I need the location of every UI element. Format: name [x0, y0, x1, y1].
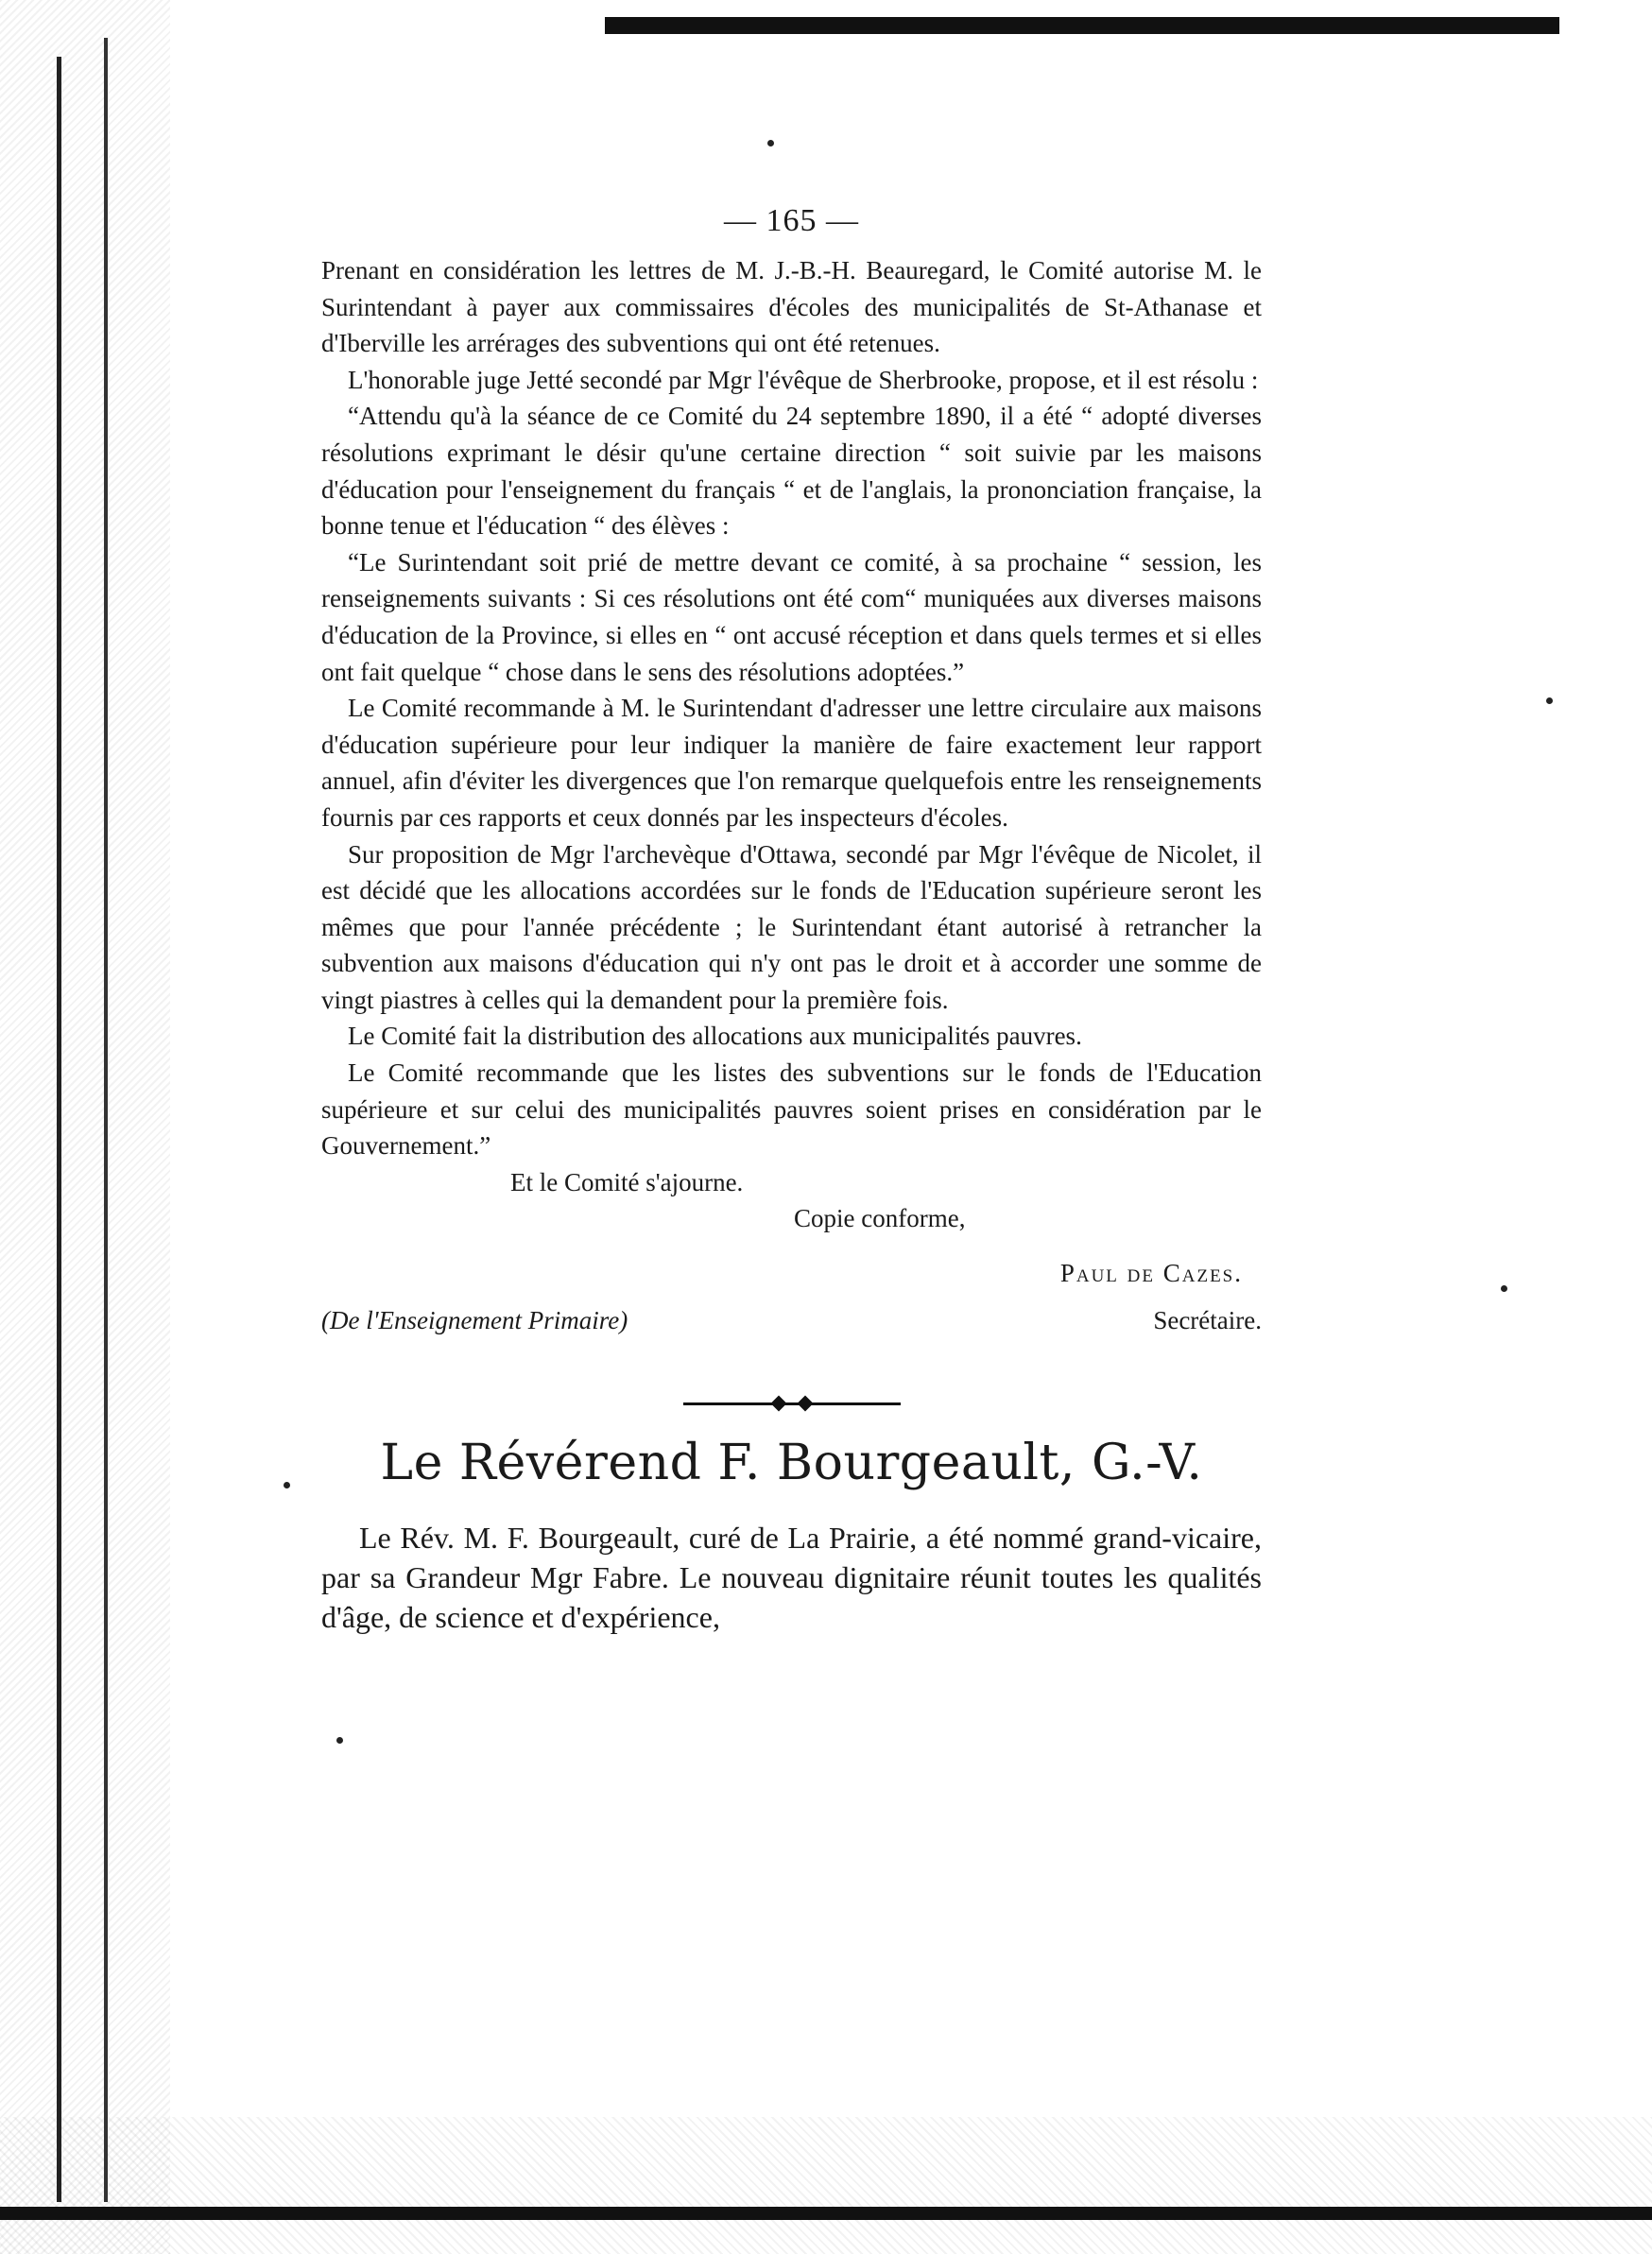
resolution-quote: “Le Surintendant soit prié de mettre devant ce comité, à sa prochaine “ session, les renseignements suivants : Si ces résolutions ont été com“ muniquées aux diverses maisons d'éducation de la Province, si elles en “ ont accusé réception et dans quels termes et si elles ont fait quelque “ chose dans le sens des résolutions adoptées.” — [321, 547, 1262, 686]
scan-top-border — [605, 17, 1559, 34]
scan-bottom-border — [0, 2207, 1652, 2220]
minutes-closing — [321, 1164, 1262, 1384]
minutes-paragraph: Prenant en considération les lettres de M. J.-B.-H. Beauregard, le Comité autorise M. le Surintendant à payer aux commissaires d'écoles des municipalités de St-Athanase et d'Iberville les arrérages des subventions qui ont été retenues. — [321, 256, 1262, 358]
scan-left-border — [57, 57, 61, 2202]
minutes-paragraph: L'honorable juge Jetté secondé par Mgr l'évêque de Sherbrooke, propose, et il est résolu : — [348, 365, 1259, 394]
scan-noise-left — [0, 0, 170, 2254]
page-content — [321, 203, 1262, 1637]
signatory-role: Secrétaire. — [1153, 1305, 1262, 1334]
article-title: Le Révérend F. Bourgeault, G.-V. — [380, 1434, 1203, 1491]
minutes-paragraph: Le Comité recommande que les listes des subventions sur le fonds de l'Education supérieure et sur celui des municipalités pauvres soient prises en considération par le Gouvernement.” — [321, 1058, 1262, 1161]
article-paragraph: Le Rév. M. F. Bourgeault, curé de La Prairie, a été nommé grand-vicaire, par sa Grandeur Mgr Fabre. Le nouveau dignitaire réunit toutes les qualités d'âge, de science et d'expérience, — [321, 1520, 1262, 1634]
resolution-quote: “Attendu qu'à la séance de ce Comité du 24 septembre 1890, il a été “ adopté diverses résolutions exprimant le désir qu'une certaine direction “ soit suivie par les maisons d'éducation pour l'enseignement du français “ et de l'anglais, la prononciation française, la bonne tenue et l'éducation “ des élèves : — [321, 402, 1262, 541]
scan-noise-bottom — [0, 2117, 1652, 2254]
minutes-section — [321, 252, 1262, 1164]
ink-speck — [1546, 697, 1553, 704]
minutes-paragraph: Sur proposition de Mgr l'archevèque d'Ottawa, secondé par Mgr l'évêque de Nicolet, il est décidé que les allocations accordées sur le fonds de l'Education supérieure seront les mêmes que pour l'année précédente ; le Surintendant étant autorisé à retrancher la subvention aux maisons d'éducation qui n'y ont pas le droit et à accorder une somme de vingt piastres à celles qui la demandent pour la première fois. — [321, 839, 1262, 1014]
ink-speck — [1501, 1285, 1507, 1292]
ink-speck — [284, 1482, 290, 1488]
divider-line — [683, 1402, 901, 1405]
ink-speck — [767, 140, 774, 146]
copie-conforme-line: Copie conforme, — [794, 1203, 966, 1232]
divider-diamond-icon — [797, 1395, 813, 1411]
page-number: — 165 — — [724, 203, 859, 238]
ink-speck — [336, 1737, 343, 1744]
divider-diamond-icon — [770, 1395, 786, 1411]
adjourn-line: Et le Comité s'ajourne. — [510, 1167, 744, 1196]
scan-left-border-inner — [104, 38, 108, 2202]
source-citation: (De l'Enseignement Primaire) — [321, 1305, 628, 1334]
minutes-paragraph: Le Comité fait la distribution des allocations aux municipalités pauvres. — [348, 1022, 1082, 1051]
article-body — [321, 1518, 1262, 1637]
minutes-paragraph: Le Comité recommande à M. le Surintendant d'adresser une lettre circulaire aux maisons d'éducation supérieure pour leur indiquer la manière de faire exactement leur rapport annuel, afin d'éviter les divergences que l'on remarque quelquefois entre les renseignements fournis par ces rapports et ceux donnés par les inspecteurs d'écoles. — [321, 694, 1262, 832]
section-divider-ornament — [683, 1397, 901, 1410]
signatory-name: Paul de Cazes. — [1059, 1258, 1243, 1287]
